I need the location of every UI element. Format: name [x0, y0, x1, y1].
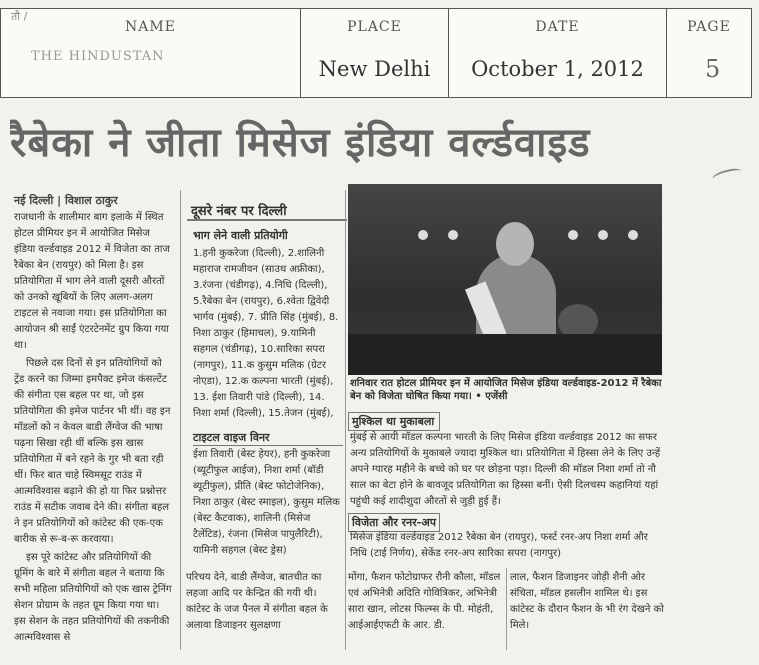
header-stamp: तौ / [11, 10, 28, 23]
titles-text: ईशा तिवारी (बेस्ट हेयर), हनी कुकरेजा (ब्यूटीफुल आईज), निशा शर्मा (बॉडी ब्यूटीफुल), प्रीति (बेस्ट फोटोजेनिक), निशा ठाकुर (बेस्ट स्माइल), कुसुम मलिक (बेस्ट कैटवाक), शालिनी (मिसेज टैलेंटिड), रंजना (मिसेज पापुलैरिटी), यामिनी सहगल (बेस्ट ड्रेस) [193, 449, 340, 556]
clipping-header-table [0, 8, 752, 98]
stage-light [628, 230, 638, 240]
place-cell [301, 9, 449, 97]
winner-head [496, 222, 534, 266]
bottom-column-1: परिचय देने, बाडी लैंग्वेज, बातचीत का लहजा आदि पर केन्द्रित की गयी थी। कांटेस्ट के जज पैनल में संगीता बहल के अलावा डिजाइनर सुलक्षणा [186, 572, 328, 631]
paragraph: पिछले दस दिनों से इन प्रतियोगियों को ट्रेंड करने का जिम्मा इमपैक्ट इमेज कंसल्टेंट की संगीता एस बहल पर था, जो इस प्रतियोगिता की इमेज पार्टनर भी थीं। वह इन मॉडलों को न केवल बाडी लैंग्वेज की भाषा पढ़ना सिखा रही थीं बल्कि इस खास प्रतियोगिता में बने रहने के गुर भी बता रही थीं। फिर बात चाहे स्विमसूट राउंड में आत्मविश्वास बढ़ाने की हो या फिर प्रश्नोत्तर राउंड में सटीक जवाब देने की। संगीता बहल ने इन प्रतियोगियों को कांटेस्ट की एक-एक बारीक से रू-ब-रू करवाया। [14, 358, 171, 545]
participants-list [193, 228, 343, 420]
name-cell [1, 9, 301, 97]
participants-heading: भाग लेने वाली प्रतियोगी [193, 229, 288, 242]
date-cell [449, 9, 667, 97]
page-cell [667, 9, 751, 97]
byline: नई दिल्ली | विशाल ठाकुर [14, 194, 118, 207]
pen-mark [711, 166, 743, 183]
name-value: THE HINDUSTAN [31, 49, 165, 64]
participants-text: 1.हनी कुकरेजा (दिल्ली), 2.शालिनी महाराज रामजीवन (साउथ अफ्रीका), 3.रंजना (चंडीगढ़), 4.निधि (दिल्ली), 5.रैबेका बेन (रायपुर), 6.श्वेता द्विवेदी भार्गव (मुंबई), 7. प्रीति सिंह (मुंबई), 8. निशा ठाकुर (हिमाचल), 9.यामिनी सहगल (चंडीगढ़), 10.सारिका सपरा (नागपुर), 11.क कुसुम मलिक (ग्रेटर नोएडा), 12.क कल्पना भारती (मुंबई), 13. ईशा तिवारी पांडे (दिल्ली), 14. निशा शर्मा (दिल्ली), 15.तेजन (मुंबई), [193, 248, 339, 419]
article-headline: रैबेका ने जीता मिसेज इंडिया वर्ल्डवाइड [10, 120, 591, 166]
paragraph: राजधानी के शालीमार बाग इलाके में स्थित होटल प्रीमियर इन में आयोजित मिसेज इंडिया वर्ल्डवाइड 2012 में विजेता का ताज रैबेका बेन (रायपुर) को मिला है। इस प्रतियोगिता में भाग लेने वाली दूसरी औरतों को उनको खूबियों के लिए अलग-अलग टाइटल से नवाजा गया। इस प्रतियोगिता का आयोजन श्री साईं एंटरटेनमेंट ग्रुप किया गया था। [14, 212, 170, 351]
name-label: NAME [125, 19, 176, 35]
place-value: New Delhi [318, 57, 431, 81]
section-title: विजेता और रनर-अप [348, 513, 440, 532]
paragraph: इस पूरे कांटेस्ट और प्रतियोगियों की ग्रूमिंग के बारे में संगीता बहल ने बताया कि सभी महिला प्रतियोगियों को एक खास ट्रेनिंग सेशन प्रोग्राम के तहत ग्रूम किया गया था। इस सेशन के तहत प्रतियोगियों की तकनीकी आत्मविश्वास से [14, 552, 172, 643]
stage-light [448, 230, 458, 240]
bottom-column-2: मोंगा, फैशन फोटोग्राफर रौनी कौला, मॉडल एवं अभिनेत्री अदिति गोवित्रिकर, अभिनेत्री सारा खान, लोटस फिल्म्स के पी. मोहंती, आईआईएफटी के आर. डी. [348, 572, 501, 631]
bottom-column-3: लाल, फैशन डिजाइनर जोड़ी शैनी ओर संचिता, मॉडल हसलीन शामिल थे। इस कांटेस्ट के दौरान फैशन के भी रंग देखने को मिले। [510, 572, 664, 631]
crowd-silhouette [348, 334, 662, 375]
titles-heading: टाइटल वाइज विनर [193, 430, 343, 446]
column-divider [180, 190, 181, 650]
winner-photo [348, 184, 662, 375]
stage-light [568, 230, 578, 240]
place-label: PLACE [347, 19, 402, 35]
column-divider [345, 190, 346, 650]
date-label: DATE [535, 19, 580, 35]
titles-list [193, 447, 343, 587]
section-body: मुंबई से आयी मॉडल कल्पना भारती के लिए मिसेज इंडिया वर्ल्डवाइड 2012 का सफर अन्य प्रतियोगियों के मुकाबले ज्यादा मुश्किल था। प्रतियोगिता में हिस्सा लेने के लिए उन्हें अपने ग्यारह महीने के बच्चे को घर पर छोड़ना पड़ा। दिल्ली की मॉडल निशा शर्मा तो नौ साल का बेटा होने के बावजूद प्रतियोगिता का हिस्सा बनीं। ऐसी दिलचस्प कहानियां यहां पहुंची कई शादीशुदा औरतों से जुड़ी हुई हैं। [350, 432, 661, 507]
stage-light [418, 230, 428, 240]
date-value: October 1, 2012 [471, 57, 644, 81]
section-body: मिसेज इंडिया वर्ल्डवाइड 2012 रैबेका बेन (रायपुर), फर्स्ट रनर-अप निशा शर्मा और निधि (टाई निर्णय), सेकेंड रनर-अप सारिका सपरा (नागपुर) [350, 532, 648, 559]
page-label: PAGE [687, 19, 731, 35]
article-column-1 [14, 210, 172, 650]
stage-light [598, 230, 608, 240]
page-value: 5 [705, 55, 721, 83]
photo-caption: शनिवार रात होटल प्रीमियर इन में आयोजित मिसेज इंडिया वर्ल्डवाइड-2012 में रैबेका बेन को विजेता घोषित किया गया। • एजेंसी [350, 378, 662, 402]
column-divider [506, 568, 507, 650]
section-title: मुश्किल था मुकाबला [348, 412, 440, 431]
box-title: दूसरे नंबर पर दिल्ली [187, 197, 347, 221]
